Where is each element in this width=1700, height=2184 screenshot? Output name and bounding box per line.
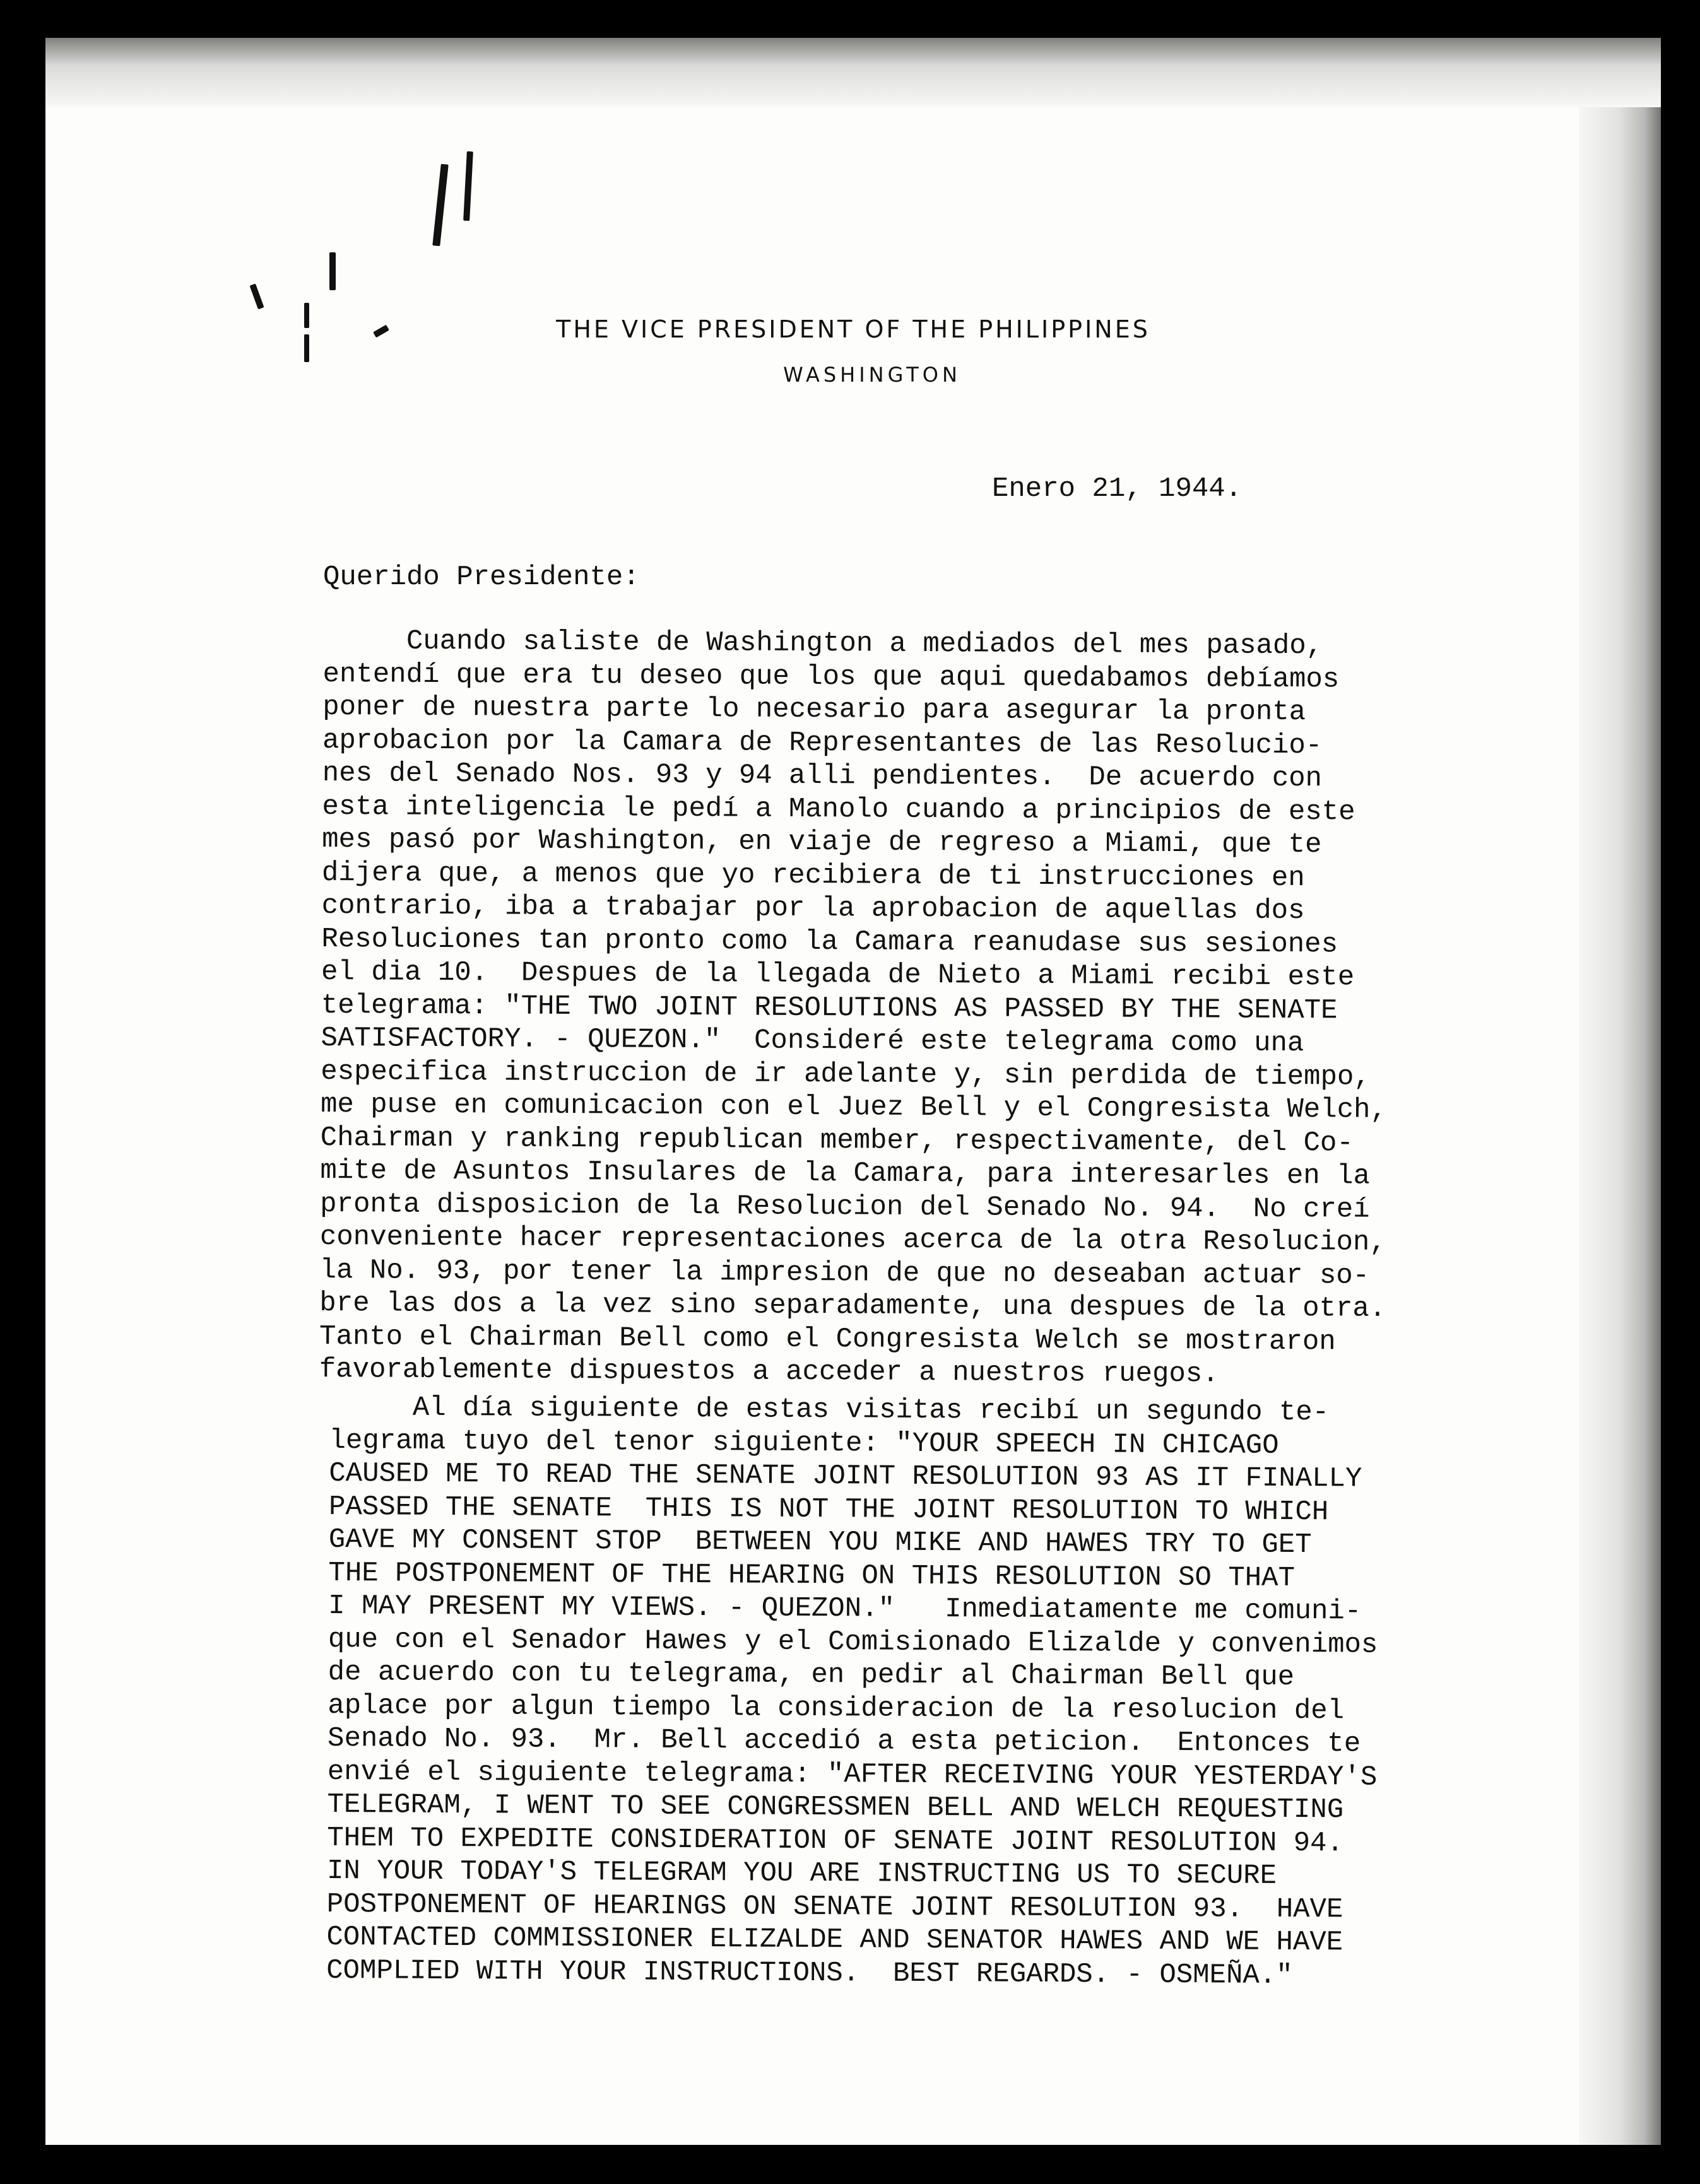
text-line: THEM TO EXPEDITE CONSIDERATION OF SENATE JOINT RESOLUTION 94. — [327, 1822, 1344, 1859]
text-line: telegrama: "THE TWO JOINT RESOLUTIONS AS PASSED BY THE SENATE — [321, 989, 1338, 1026]
text-line: Chairman y ranking republican member, respectivamente, del Co- — [320, 1122, 1354, 1160]
text-line: conveniente hacer representaciones acerca de la otra Resolucion, — [319, 1221, 1386, 1259]
letter-page — [45, 38, 1661, 2145]
text-line: poner de nuestra parte lo necesario para asegurar la pronta — [322, 691, 1306, 729]
text-line: COMPLIED WITH YOUR INSTRUCTIONS. BEST REGARDS. - OSMEÑA." — [326, 1954, 1293, 1992]
text-line: Resoluciones tan pronto como la Camara reanudase sus sesiones — [321, 923, 1338, 960]
text-line: de acuerdo con tu telegrama, en pedir al Chairman Bell que — [328, 1656, 1295, 1694]
text-line: contrario, iba a trabajar por la aprobacion de aquellas dos — [321, 889, 1305, 927]
text-line: mes pasó por Washington, en viaje de regreso a Miami, que te — [322, 823, 1322, 861]
paragraph-1 — [319, 625, 1434, 1392]
text-line: la No. 93, por tener la impresion de que no deseaban actuar so- — [319, 1254, 1370, 1292]
letterhead-title: THE VICE PRESIDENT OF THE PHILIPPINES — [556, 315, 1150, 343]
text-line: aprobacion por la Camara de Representantes de las Resolucio- — [322, 724, 1323, 761]
text-line: aplace por algun tiempo la consideracion de la resolucion del — [328, 1689, 1345, 1727]
text-line: el dia 10. Despues de la llegada de Nieto a Miami recibi este — [321, 956, 1355, 994]
text-line: pronta disposicion de la Resolucion del Senado No. 94. No creí — [320, 1188, 1370, 1226]
text-line: THE POSTPONEMENT OF THE HEARING ON THIS RESOLUTION SO THAT — [328, 1557, 1296, 1594]
page-right-shadow — [1579, 107, 1661, 2145]
letter-date: Enero 21, 1944. — [992, 473, 1243, 505]
text-line: Tanto el Chairman Bell como el Congresista Welch se mostraron — [319, 1320, 1336, 1358]
text-line: IN YOUR TODAY'S TELEGRAM YOU ARE INSTRUCTING US TO SECURE — [326, 1855, 1277, 1892]
text-line: me puse en comunicacion con el Juez Bell y el Congresista Welch, — [320, 1088, 1387, 1126]
paragraph-2 — [326, 1391, 1440, 1993]
text-line: que con el Senador Hawes y el Comisionado Elizalde y convenimos — [328, 1623, 1378, 1661]
salutation: Querido Presidente: — [323, 561, 640, 593]
text-line: entendí que era tu deseo que los que aqui quedabamos debíamos — [322, 658, 1340, 695]
text-line: legrama tuyo del tenor siguiente: "YOUR SPEECH IN CHICAGO — [329, 1424, 1279, 1462]
text-line: POSTPONEMENT OF HEARINGS ON SENATE JOINT RESOLUTION 93. HAVE — [326, 1888, 1343, 1925]
text-line: I MAY PRESENT MY VIEWS. - QUEZON." Inmediatamente me comuni- — [328, 1590, 1362, 1628]
text-line: esta inteligencia le pedí a Manolo cuando a principios de este — [322, 790, 1355, 828]
text-line: GAVE MY CONSENT STOP BETWEEN YOU MIKE AND HAWES TRY TO GET — [328, 1524, 1312, 1561]
page-top-shadow — [45, 38, 1661, 107]
letterhead-location: WASHINGTON — [783, 363, 961, 387]
text-line: dijera que, a menos que yo recibiera de ti instrucciones en — [321, 857, 1305, 894]
text-line: PASSED THE SENATE THIS IS NOT THE JOINT RESOLUTION TO WHICH — [328, 1491, 1329, 1528]
text-line: bre las dos a la vez sino separadamente, una despues de la otra. — [319, 1287, 1386, 1325]
text-line: Al día siguiente de estas visitas recibí un segundo te- — [329, 1392, 1330, 1429]
text-line: CONTACTED COMMISSIONER ELIZALDE AND SENATOR HAWES AND WE HAVE — [326, 1921, 1343, 1959]
text-line: mite de Asuntos Insulares de la Camara, para interesarles en la — [320, 1154, 1371, 1192]
text-line: especifica instruccion de ir adelante y, sin perdida de tiempo, — [321, 1055, 1371, 1093]
text-line: envié el siguiente telegrama: "AFTER RECEIVING YOUR YESTERDAY'S — [327, 1756, 1378, 1794]
text-line: CAUSED ME TO READ THE SENATE JOINT RESOLUTION 93 AS IT FINALLY — [329, 1457, 1362, 1495]
text-line: Cuando saliste de Washington a mediados del mes pasado, — [322, 625, 1323, 662]
text-line: TELEGRAM, I WENT TO SEE CONGRESSMEN BELL AND WELCH REQUESTING — [327, 1788, 1344, 1826]
text-line: favorablemente dispuestos a acceder a nuestros ruegos. — [319, 1353, 1219, 1390]
text-line: Senado No. 93. Mr. Bell accedió a esta peticion. Entonces te — [327, 1722, 1361, 1760]
text-line: nes del Senado Nos. 93 y 94 alli pendientes. De acuerdo con — [322, 757, 1323, 795]
text-line: SATISFACTORY. - QUEZON." Consideré este telegrama como una — [321, 1022, 1304, 1060]
